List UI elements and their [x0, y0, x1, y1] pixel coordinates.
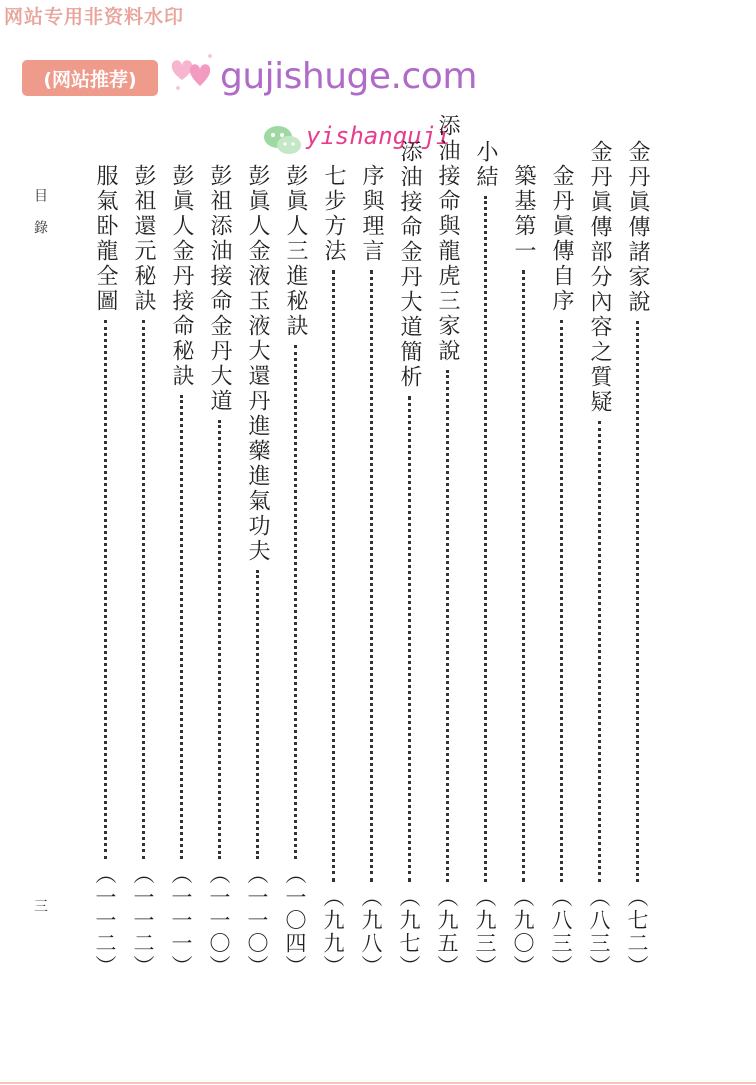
toc-leader-dots [598, 421, 601, 882]
toc-leader-dots [218, 420, 221, 859]
watermark-text: 网站专用非资料水印 [4, 6, 185, 28]
toc-entry-page: （九五） [435, 886, 459, 978]
toc-entry-page: （一一二） [131, 863, 155, 978]
toc-leader-dots [370, 270, 373, 882]
toc-leader-dots [104, 320, 107, 859]
toc-entry[interactable] [90, 164, 120, 978]
toc-leader-dots [522, 270, 525, 882]
toc-entry[interactable] [508, 164, 538, 978]
site-logo[interactable]: gujishuge.com [220, 56, 477, 97]
bottom-rule [0, 1082, 756, 1084]
toc-entry-page: （九〇） [511, 886, 535, 978]
toc-entry-title: 添油接命金丹大道簡析 [397, 140, 422, 390]
toc-leader-dots [636, 321, 639, 882]
toc-entry-title: 彭眞人三進秘訣 [283, 164, 308, 339]
toc-entry-title: 彭眞人金丹接命秘訣 [169, 164, 194, 389]
toc-entry-page: （一〇四） [283, 863, 307, 978]
toc-entry-page: （一一一） [169, 863, 193, 978]
toc-entry-title: 服氣卧龍全圖 [93, 164, 118, 314]
toc-entry[interactable] [546, 164, 576, 978]
toc-entry-page: （九九） [321, 886, 345, 978]
toc-entry[interactable] [318, 164, 348, 978]
toc-leader-dots [560, 320, 563, 882]
toc-entry-page: （九七） [397, 886, 421, 978]
toc-entry[interactable] [242, 164, 272, 978]
toc-entry-title: 金丹眞傳部分內容之質疑 [587, 140, 612, 415]
toc-entry-page: （八三） [549, 886, 573, 978]
toc-entry[interactable] [470, 140, 500, 978]
toc-entry[interactable] [128, 164, 158, 978]
wechat-id-text: yishanguji [306, 122, 451, 150]
toc-leader-dots [332, 270, 335, 882]
toc-leader-dots [408, 396, 411, 882]
toc-entry[interactable] [584, 140, 614, 978]
recommend-badge[interactable]: (网站推荐) [22, 60, 158, 96]
wechat-icon [262, 122, 304, 160]
toc-leader-dots [294, 345, 297, 859]
toc-entry-page: （一一〇） [207, 863, 231, 978]
toc-entry-title: 彭眞人金液玉液大還丹進藥進氣功夫 [245, 164, 270, 564]
toc-entry-title: 七步方法 [321, 164, 346, 264]
toc-entry-page: （七二） [625, 886, 649, 978]
hearts-icon [168, 48, 218, 98]
toc-entry[interactable] [432, 114, 462, 978]
toc-leader-dots [142, 320, 145, 859]
toc-entry[interactable] [622, 140, 652, 978]
toc-leader-dots [256, 570, 259, 859]
toc-entry[interactable] [280, 164, 310, 978]
toc-entry-page: （一一〇） [245, 863, 269, 978]
page-number: 三 [34, 899, 48, 915]
toc-entry-title: 序與理言 [359, 164, 384, 264]
toc-entry-page: （九八） [359, 886, 383, 978]
toc-leader-dots [484, 196, 487, 882]
toc-entry-title: 金丹眞傳自序 [549, 164, 574, 314]
toc-entry-title: 築基第一 [511, 164, 536, 264]
toc-entry-title: 添油接命與龍虎三家說 [435, 114, 460, 364]
toc-entry-title: 彭祖添油接命金丹大道 [207, 164, 232, 414]
toc-entry[interactable] [356, 164, 386, 978]
toc-entry-title: 彭祖還元秘訣 [131, 164, 156, 314]
toc-leader-dots [446, 370, 449, 882]
toc-entry-page: （一一二） [93, 863, 117, 978]
toc-leader-dots [180, 395, 183, 859]
toc-entry[interactable] [204, 164, 234, 978]
toc-entry-title: 小結 [473, 140, 498, 190]
toc-entry[interactable] [394, 140, 424, 978]
toc-entry-title: 金丹眞傳諸家說 [625, 140, 650, 315]
toc-entry[interactable] [166, 164, 196, 978]
section-label: 目錄 [32, 188, 48, 252]
toc-entry-page: （九三） [473, 886, 497, 978]
toc-entry-page: （八三） [587, 886, 611, 978]
